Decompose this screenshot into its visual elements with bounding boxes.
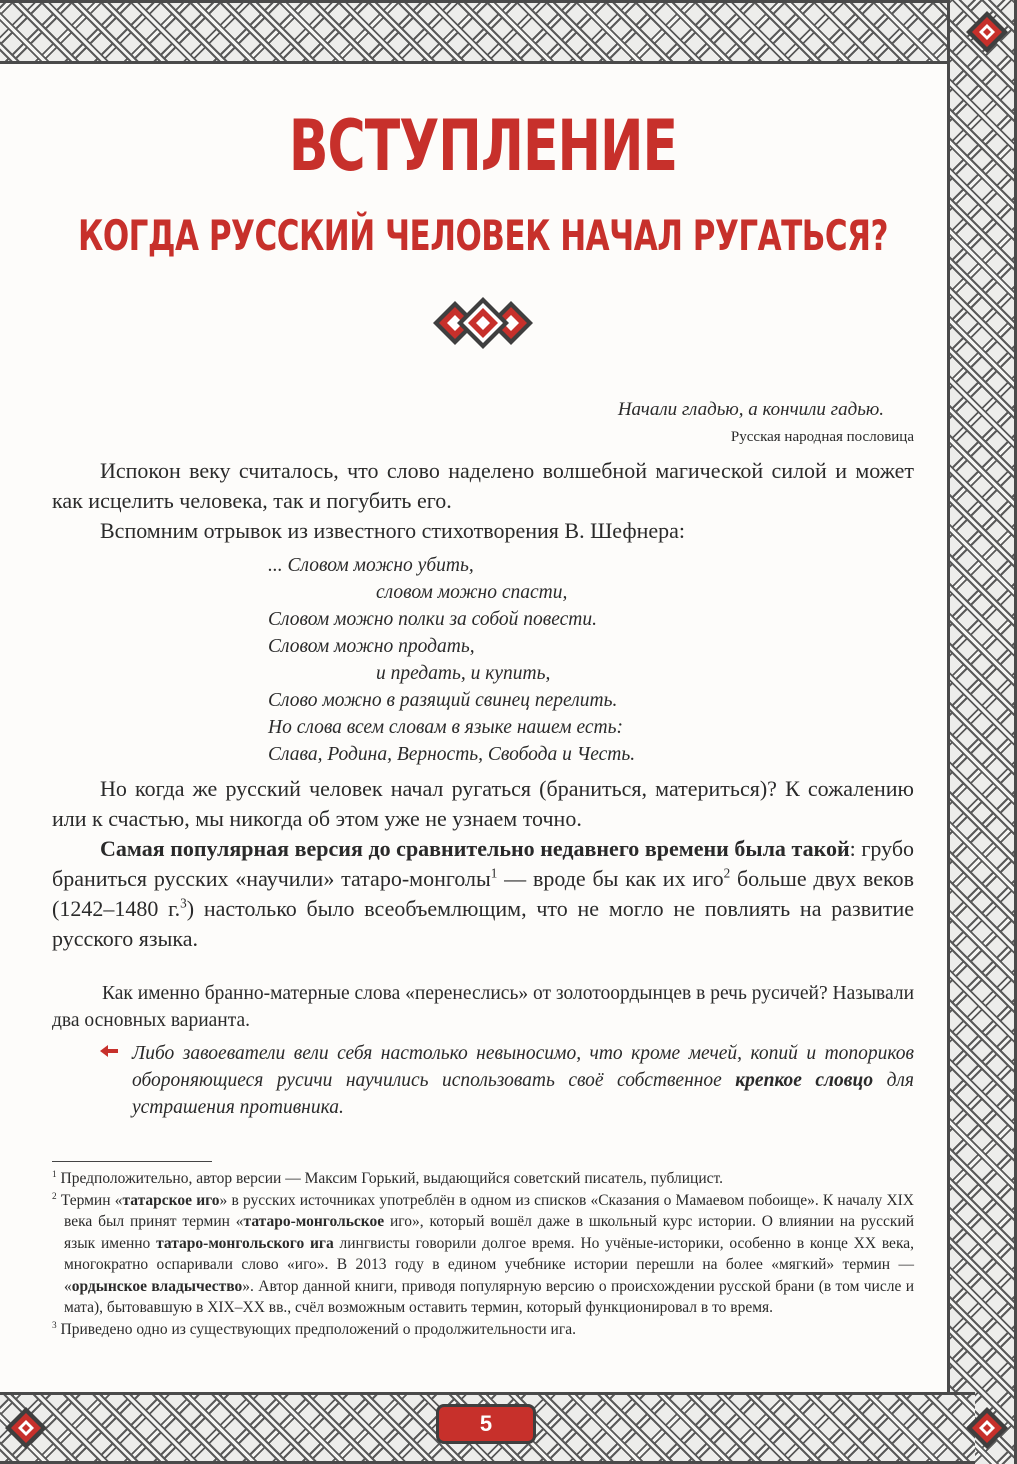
knot-border-top: [0, 0, 975, 64]
paragraph-intro-2: Вспомним отрывок из известного стихотворения В. Шефнера:: [100, 518, 685, 543]
list-item: Либо завоеватели вели себя настолько невыносимо, что кроме мечей, копий и топориков обороняющиеся русичи научились использовать своё собственное крепкое словцо для устрашения противника.: [52, 1040, 914, 1121]
poem-line: Слава, Родина, Верность, Свобода и Честь.: [268, 744, 636, 765]
footnote: $^3$ Приведено одно из существующих предположений о продолжительности ига.: [52, 1320, 576, 1338]
poem-line: Но слова всем словам в языке нашем есть:: [268, 717, 623, 738]
page-subtitle: КОГДА РУССКИЙ ЧЕЛОВЕК НАЧАЛ РУГАТЬСЯ?: [77, 211, 888, 261]
footnote: $^2$ Термин «татарское иго» в русских источниках употреблён в одном из списков «Сказания о Мамаевом побоище». К началу XIX века был принят термин «татаро-монгольское иго», который вошёл даже в школьный курс истории. О влиянии на русский язык именно татаро-монгольского ига лингвисты говорили долгое время. Но учёные-историки, особенно в конце XX века, многократно оспаривали слово «иго». В 2013 году в едином учебнике истории перешли на более «мягкий» термин — «ордынское владычество». Автор данной книги, приводя популярную версию о происхождении русской брани (в том числе и мата), бытовавшую в XIX–XX вв., счёл возможным оставить термин, который функционировал в то время.: [52, 1191, 915, 1316]
page-content: [52, 64, 914, 1340]
poem-line: Словом можно полки за собой повести.: [268, 609, 597, 630]
paragraph-variants: Как именно бранно-матерные слова «перенеслись» от золотоордынцев в речь русичей? Называли два основных варианта.: [52, 983, 914, 1031]
ornament-diamonds-icon: [427, 295, 539, 351]
epigraph-source: Русская народная пословица: [730, 429, 914, 445]
epigraph-quote: Начали гладью, а кончили гадью.: [617, 399, 884, 420]
footnote-divider: [52, 1161, 212, 1162]
epigraph: [52, 399, 914, 446]
paragraph-popular-version: Самая популярная версия до сравнительно недавнего времени была такой: грубо браниться русских «научили» татаро-монголы$^1$ — вроде бы как их иго$^2$ больше двух веков (1242–1480 г.$^3$) настолько было всеобъемлющим, что не могло не повлиять на развитие русского языка.: [52, 836, 915, 951]
poem-line: словом можно спасти,: [376, 582, 568, 603]
footnote-ref[interactable]: 2: [723, 865, 731, 881]
poem: [268, 552, 914, 768]
paragraph-question: Но когда же русский человек начал ругаться (браниться, материться)? К сожалению или к счастью, мы никогда об этом уже не узнаем точно.: [52, 776, 914, 831]
footnotes: [52, 1168, 914, 1340]
poem-line: и предать, и купить,: [376, 663, 551, 684]
page-number: 5: [436, 1404, 536, 1444]
footnote: $^1$ Предположительно, автор версии — Максим Горький, выдающийся советский писатель, публицист.: [52, 1169, 723, 1187]
corner-diamond-icon: [965, 10, 1009, 54]
corner-diamond-icon: [965, 1406, 1009, 1450]
paragraph-intro-1: Испокон веку считалось, что слово наделено волшебной магической силой и может как исцелить человека, так и погубить его.: [52, 458, 914, 513]
poem-line: ... Словом можно убить,: [268, 555, 474, 576]
bold-phrase: Самая популярная версия до сравнительно недавнего времени была такой: [100, 836, 850, 861]
footnote-ref[interactable]: 1: [490, 865, 498, 881]
bold-phrase: крепкое словцо: [735, 1070, 874, 1091]
arrow-bullet-icon: [98, 1040, 132, 1067]
poem-line: Словом можно продать,: [268, 636, 475, 657]
corner-diamond-icon: [4, 1406, 48, 1450]
page-title: ВСТУПЛЕНИЕ: [288, 106, 678, 188]
knot-border-right: [947, 0, 1017, 1464]
footnote-ref[interactable]: 3: [180, 895, 187, 911]
poem-line: Слово можно в разящий свинец перелить.: [268, 690, 618, 711]
